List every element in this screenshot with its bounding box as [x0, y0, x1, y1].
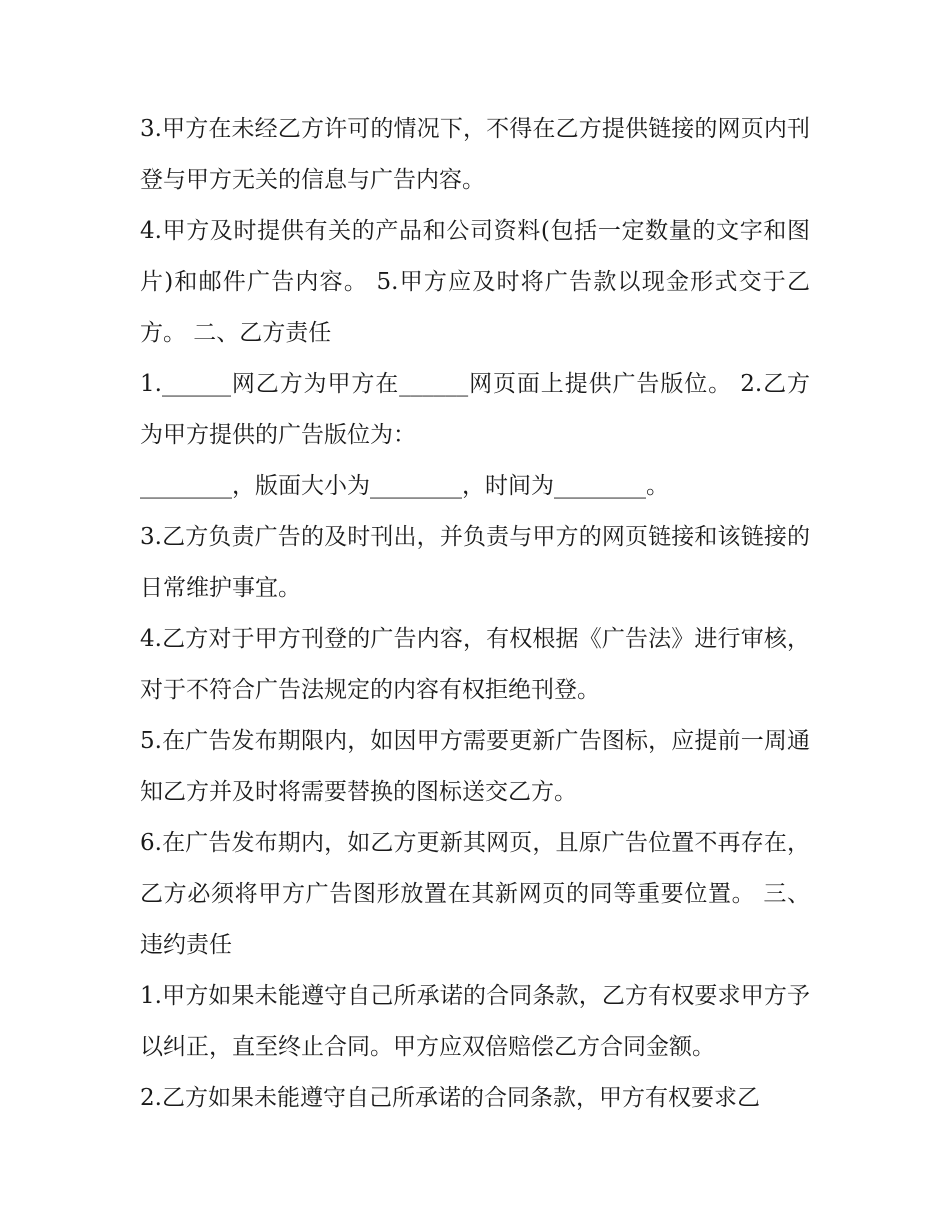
paragraph-party-b-clause-5: 5.在广告发布期限内，如因甲方需要更新广告图标，应提前一周通知乙方并及时将需要替换的图标送交乙方。 — [140, 728, 810, 805]
paragraph-party-a-clause-4-5: 4.甲方及时提供有关的产品和公司资料(包括一定数量的文字和图片)和邮件广告内容。 5.甲方应及时将广告款以现金形式交于乙方。 二、乙方责任 — [140, 218, 810, 346]
paragraph-ad-slot-details: ________，版面大小为________，时间为________。 — [140, 473, 669, 499]
paragraph-breach-clause-2: 2.乙方如果未能遵守自己所承诺的合同条款，甲方有权要求乙 — [140, 1085, 760, 1111]
paragraph-party-a-clause-3: 3.甲方在未经乙方许可的情况下，不得在乙方提供链接的网页内刊登与甲方无关的信息与广告内容。 — [140, 116, 810, 193]
paragraph-party-b-clause-1-2: 1.______网乙方为甲方在______网页面上提供广告版位。 2.乙方为甲方提供的广告版位为： — [140, 371, 810, 448]
paragraph-party-b-clause-3: 3.乙方负责广告的及时刊出，并负责与甲方的网页链接和该链接的日常维护事宜。 — [140, 524, 810, 601]
contract-text-body — [140, 104, 810, 1124]
paragraph-party-b-clause-4: 4.乙方对于甲方刊登的广告内容，有权根据《广告法》进行审核，对于不符合广告法规定的内容有权拒绝刊登。 — [140, 626, 810, 703]
paragraph-breach-clause-1: 1.甲方如果未能遵守自己所承诺的合同条款，乙方有权要求甲方予以纠正，直至终止合同。甲方应双倍赔偿乙方合同金额。 — [140, 983, 810, 1060]
paragraph-party-b-clause-6: 6.在广告发布期内，如乙方更新其网页，且原广告位置不再存在，乙方必须将甲方广告图形放置在其新网页的同等重要位置。 三、违约责任 — [140, 830, 810, 958]
